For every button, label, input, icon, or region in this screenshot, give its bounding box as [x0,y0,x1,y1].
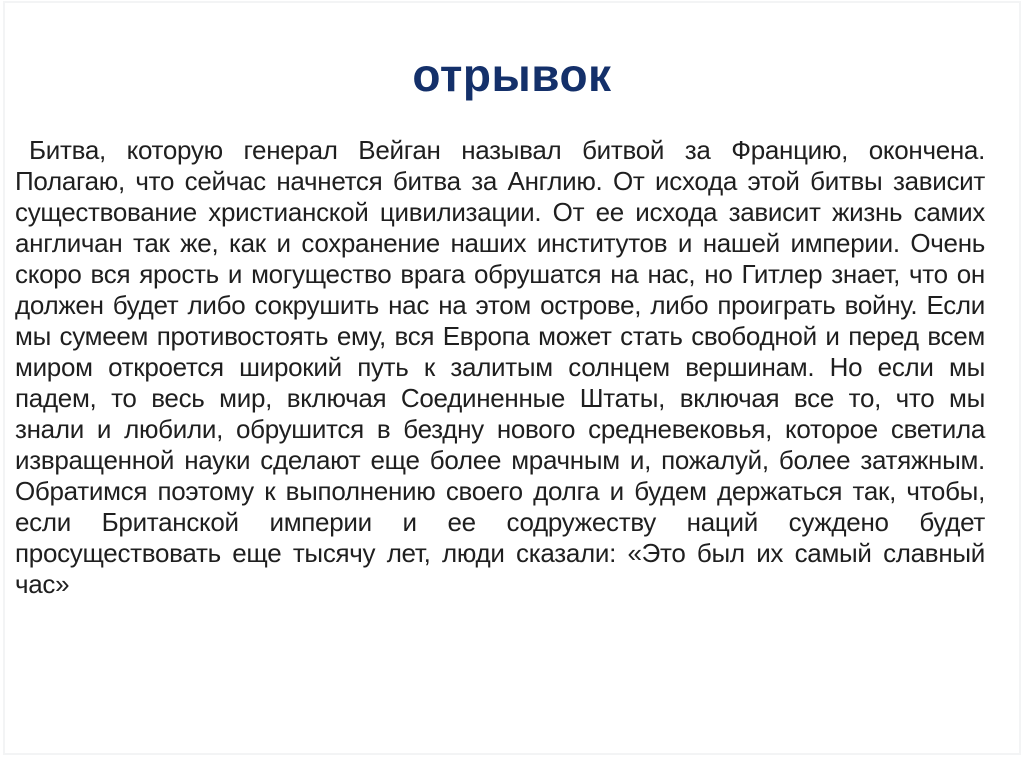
slide-title: отрывок [412,49,612,101]
slide-body-text: Битва, которую генерал Вейган называл битвой за Францию, окончена. Полагаю, что сейчас начнется битва за Англию. От исхода этой битвы зависит существование христианской цивилизации. От ее исхода зависит жизнь самих англичан так же, как и сохранение наших институтов и нашей империи. Очень скоро вся ярость и могущество врага обрушатся на нас, но Гитлер знает, что он должен будет либо сокрушить нас на этом острове, либо проиграть войну. Если мы сумеем противостоять ему, вся Европа может стать свободной и перед всем миром откроется широкий путь к залитым солнцем вершинам. Но если мы падем, то весь мир, включая Соединенные Штаты, включая все то, что мы знали и любили, обрушится в бездну нового средневековья, которое светила извращенной науки сделают еще более мрачным и, пожалуй, более затяжным. Обратимся поэтому к выполнению своего долга и будем держаться так, чтобы, если Британской империи и ее содружеству наций суждено будет просуществовать еще тысячу лет, люди сказали: «Это был их самый славный час» [15,134,985,599]
